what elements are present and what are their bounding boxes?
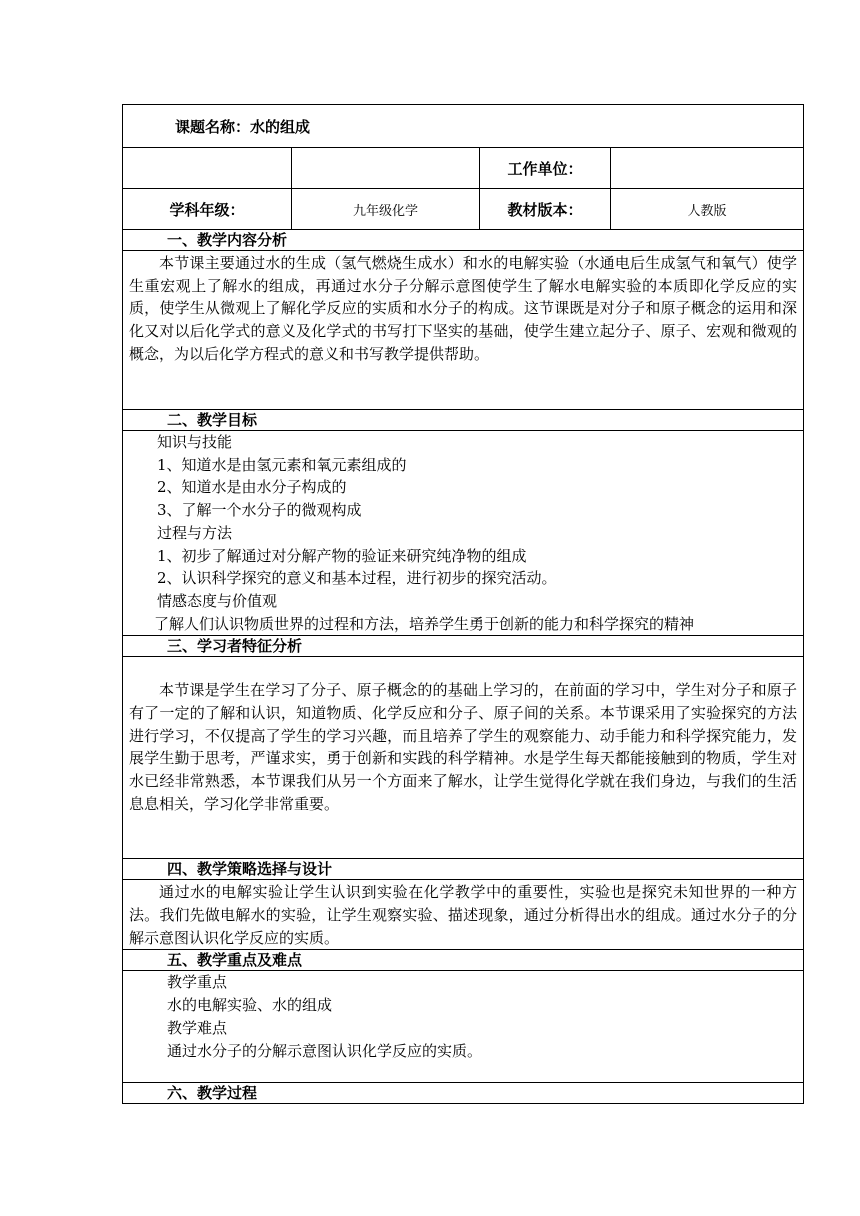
learner-analysis-text: 本节课是学生在学习了分子、原子概念的的基础上学习的，在前面的学习中，学生对分子和原子有了一定的了解和认识，知道物质、化学反应和分子、原子间的关系。本节课采用了实验探究的方法进行学习，不仅提高了学生的学习兴趣，而且培养了学生的观察能力、动手能力和科学探究能力，发展学生勤于思考，严谨求实，勇于创新和实践的科学精神。水是学生每天都能接触到的物质，学生对水已经非常熟悉，本节课我们从另一个方面来了解水，让学生觉得化学就在我们身边，与我们的生活息息相关，学习化学非常重要。 xyxy=(129,681,798,813)
key-points-list xyxy=(123,971,804,1083)
goal-line: 过程与方法 xyxy=(157,523,233,542)
goal-line: 知识与技能 xyxy=(157,433,233,451)
section-heading-learner-analysis: 三、学习者特征分析 xyxy=(123,636,804,657)
lesson-title: 课题名称：水的组成 xyxy=(123,105,804,148)
subject-grade-value: 九年级化学 xyxy=(292,189,480,230)
section-heading-teaching-strategy: 四、教学策略选择与设计 xyxy=(123,859,804,880)
key-point-line: 教学重点 xyxy=(167,973,228,992)
key-point-line: 通过水分子的分解示意图认识化学反应的实质。 xyxy=(167,1041,483,1060)
section-heading-teaching-goals: 二、教学目标 xyxy=(123,410,804,431)
blank-cell-author-value xyxy=(292,148,480,189)
textbook-version-value: 人教版 xyxy=(611,189,804,230)
teaching-strategy-text: 通过水的电解实验让学生认识到实验在化学教学中的重要性，实验也是探究未知世界的一种方法。我们先做电解水的实验，让学生观察实验、描述现象，通过分析得出水的组成。通过水分子的分解示意图认识化学反应的实质。 xyxy=(129,883,798,947)
blank-cell-author-label xyxy=(123,148,292,189)
goal-line: 3、了解一个水分子的微观构成 xyxy=(157,501,362,520)
lesson-plan-table xyxy=(122,104,804,1104)
goal-line: 了解人们认识物质世界的过程和方法，培养学生勇于创新的能力和科学探究的精神 xyxy=(154,614,695,633)
key-point-line: 教学难点 xyxy=(167,1018,228,1037)
section-heading-teaching-process: 六、教学过程 xyxy=(123,1083,804,1104)
lesson-plan-page xyxy=(122,104,803,1104)
goal-line: 情感态度与价值观 xyxy=(157,591,278,610)
section-heading-key-points: 五、教学重点及难点 xyxy=(123,950,804,971)
subject-grade-label: 学科年级： xyxy=(123,189,292,230)
textbook-version-label: 教材版本： xyxy=(480,189,611,230)
goal-line: 1、知道水是由氢元素和氧元素组成的 xyxy=(157,455,407,474)
goal-line: 2、认识科学探究的意义和基本过程，进行初步的探究活动。 xyxy=(157,569,557,588)
goal-line: 2、知道水是由水分子构成的 xyxy=(157,478,347,497)
section-heading-content-analysis: 一、教学内容分析 xyxy=(123,230,804,251)
content-analysis-text: 本节课主要通过水的生成（氢气燃烧生成水）和水的电解实验（水通电后生成氢气和氧气）使学生重宏观上了解水的组成，再通过水分子分解示意图使学生了解水电解实验的本质即化学反应的实质，使学生从微观上了解化学反应的实质和水分子的构成。这节课既是对分子和原子概念的运用和深化又对以后化学式的意义及化学式的书写打下坚实的基础，使学生建立起分子、原子、宏观和微观的概念，为以后化学方程式的意义和书写教学提供帮助。 xyxy=(129,254,798,363)
goal-line: 1、初步了解通过对分解产物的验证来研究纯净物的组成 xyxy=(157,546,527,565)
teaching-goals-list xyxy=(123,431,804,636)
work-unit-value xyxy=(611,148,804,189)
work-unit-label: 工作单位： xyxy=(480,148,611,189)
key-point-line: 水的电解实验、水的组成 xyxy=(167,996,333,1015)
